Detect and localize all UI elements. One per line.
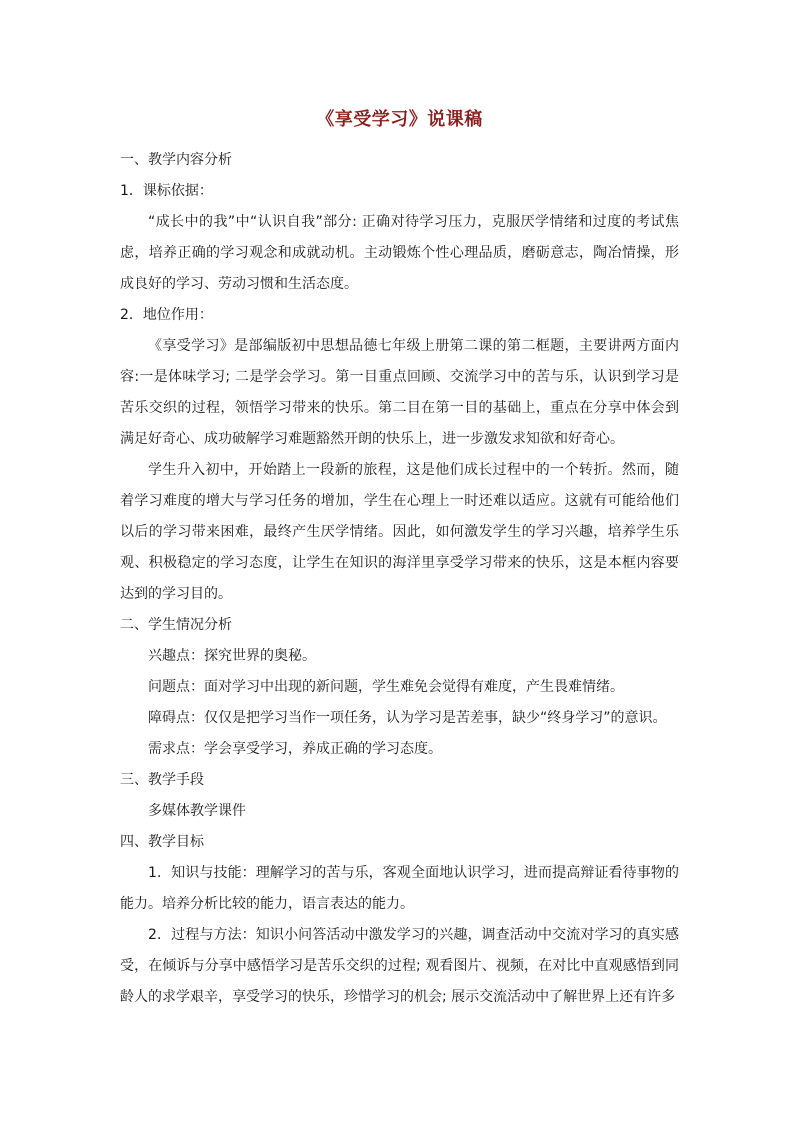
goal-process-methods: 2．过程与方法：知识小问答活动中激发学习的兴趣，调查活动中交流对学习的真实感受，在倾诉与分享中感悟学习是苦乐交织的过程; 观看图片、视频，在对比中直观感悟到同龄人的求学艰辛，享受学习的快乐，珍惜学习的机会; 展示交流活动中了解世界上还有许多 [120,927,679,1005]
problem-point: 问题点：面对学习中出现的新问题，学生难免会觉得有难度，产生畏难情绪。 [148,679,624,695]
goal-knowledge-skills: 1．知识与技能：理解学习的苦与乐，客观全面地认识学习，进而提高辩证看待事物的能力。培养分析比较的能力，语言表达的能力。 [120,865,679,912]
subheading-curriculum-basis: 1．课标依据： [120,183,213,199]
section-heading-content-analysis: 一、教学内容分析 [120,152,232,168]
interest-point: 兴趣点：探究世界的奥秘。 [148,648,316,664]
section-heading-teaching-goals: 四、教学目标 [120,834,204,850]
paragraph-position-role-1: 《享受学习》是部编版初中思想品德七年级上册第二课的第二框题，主要讲两方面内容:一是体味学习; 二是学会学习。第一目重点回顾、交流学习中的苦与乐，认识到学习是苦乐交织的过程，领悟学习带来的快乐。第二目在第一目的基础上，重点在分享中体会到满足好奇心、成功破解学习难题豁然开朗的快乐上，进一步激发求知欲和好奇心。 [120,338,679,447]
teaching-means-text: 多媒体教学课件 [148,803,246,819]
subheading-position-role: 2．地位作用： [120,307,213,323]
paragraph-position-role-2: 学生升入初中，开始踏上一段新的旅程，这是他们成长过程中的一个转折。然而，随着学习难度的增大与学习任务的增加，学生在心理上一时还难以适应。这就有可能给他们以后的学习带来困难，最终产生厌学情绪。因此，如何激发学生的学习兴趣，培养学生乐观、积极稳定的学习态度，让学生在知识的海洋里享受学习带来的快乐，这是本框内容要达到的学习目的。 [120,462,679,602]
paragraph-curriculum-basis: “成长中的我”中“认识自我”部分: 正确对待学习压力，克服厌学情绪和过度的考试焦虑，培养正确的学习观念和成就动机。主动锻炼个性心理品质，磨砺意志，陶冶情操，形成良好的学习、劳动习惯和生活态度。 [120,214,679,292]
obstacle-point: 障碍点：仅仅是把学习当作一项任务，认为学习是苦差事，缺少“终身学习”的意识。 [148,710,667,726]
document-title: 《享受学习》说课稿 [316,109,483,130]
need-point: 需求点：学会享受学习，养成正确的学习态度。 [148,741,442,757]
section-heading-teaching-means: 三、教学手段 [120,772,204,788]
section-heading-student-analysis: 二、学生情况分析 [120,617,232,633]
